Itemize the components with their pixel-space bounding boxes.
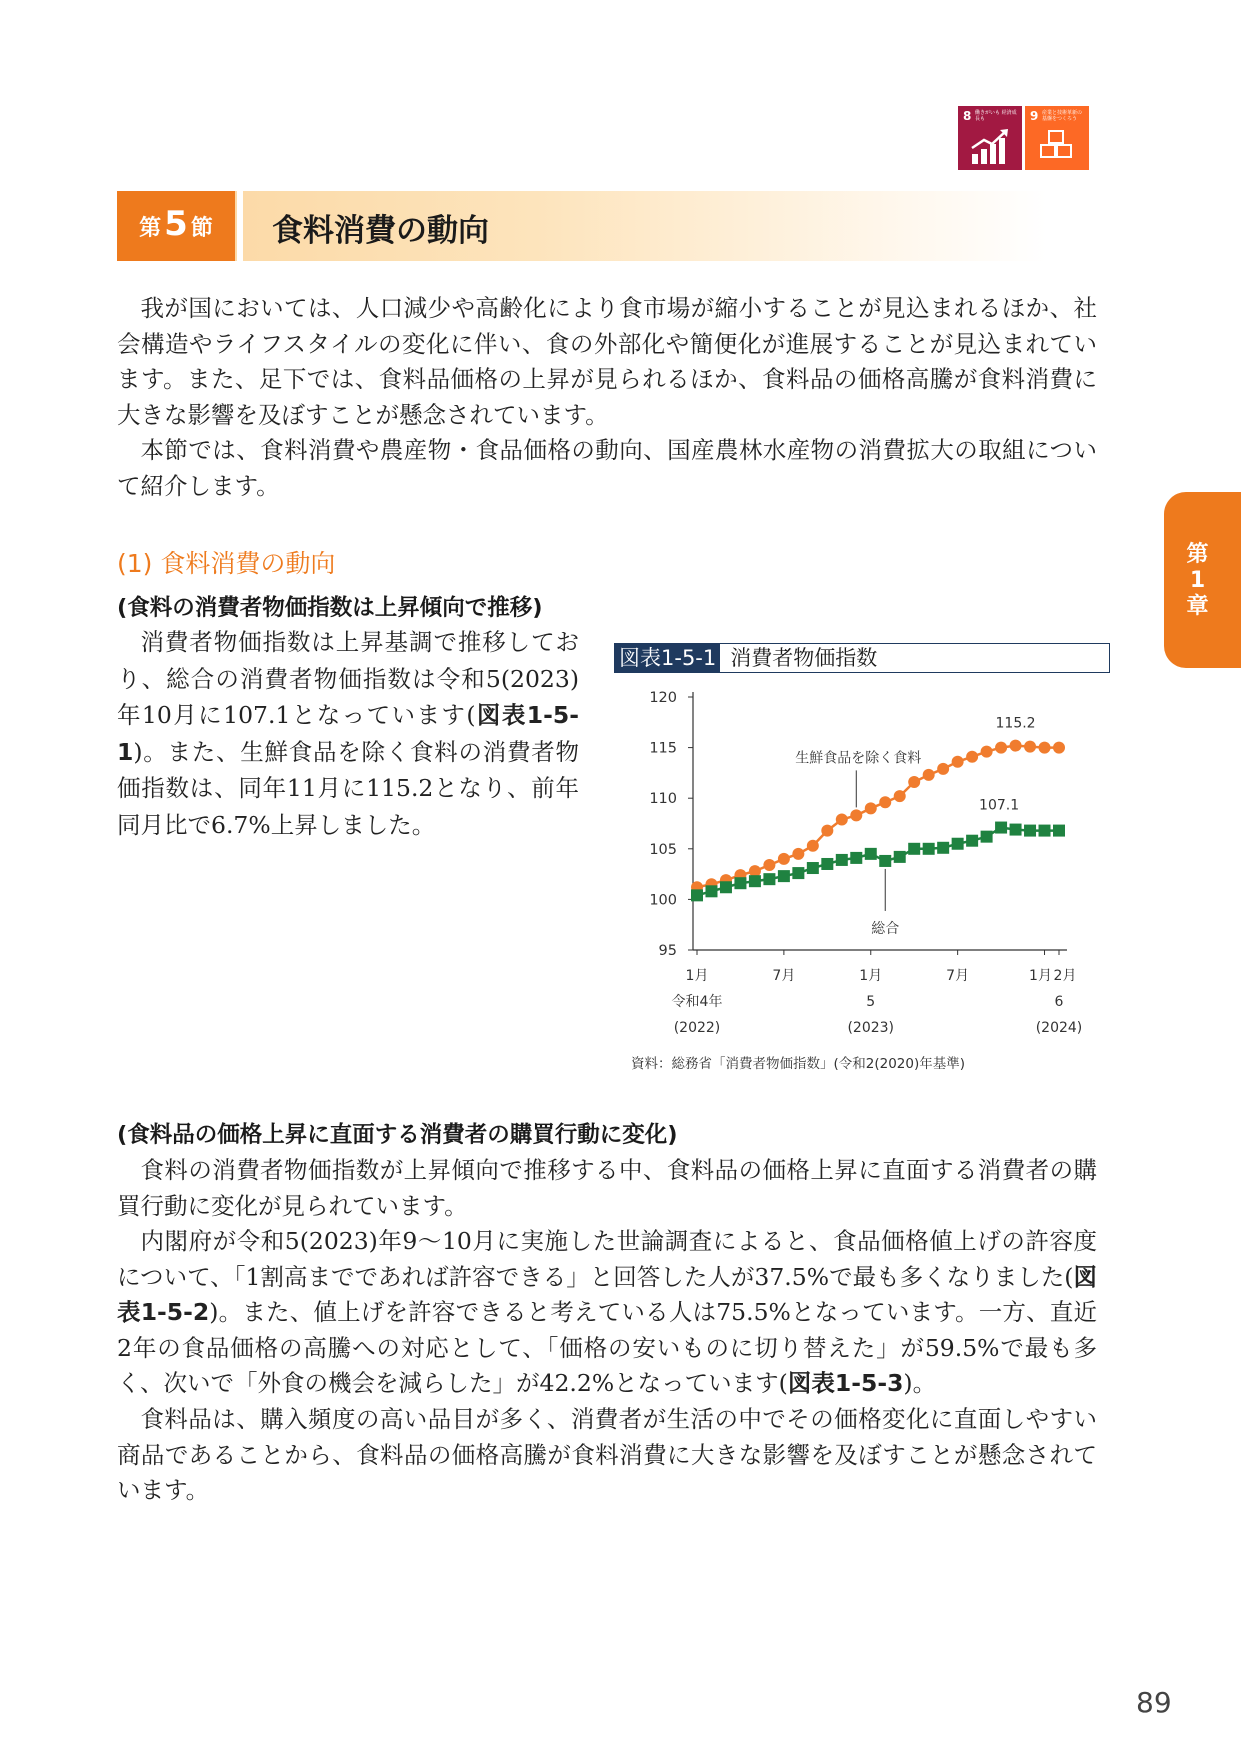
data-point xyxy=(1024,741,1036,753)
figure-number: 図表1-5-1 xyxy=(615,644,720,672)
data-point xyxy=(749,875,761,887)
sdg-label: 産業と技術革新の 基盤をつくろう xyxy=(1042,110,1083,122)
data-point xyxy=(705,885,717,897)
data-point xyxy=(923,769,935,781)
data-point xyxy=(792,867,804,879)
x-tick-label: 令和4年 xyxy=(671,994,723,1010)
intro-paragraph-2: 本節では、食料消費や農産物・食品価格の動向、国産農林水産物の消費拡大の取組について紹介します。 xyxy=(117,436,1097,500)
data-point xyxy=(850,809,862,821)
data-point xyxy=(937,763,949,775)
chapter-tab[interactable] xyxy=(1164,492,1241,668)
cubes-icon xyxy=(1037,128,1077,166)
data-point xyxy=(894,851,906,863)
data-point xyxy=(734,877,746,889)
x-tick-label: 1月 xyxy=(685,968,709,984)
x-tick-label: 1月 xyxy=(1029,968,1052,984)
topic-text: 内閣府が令和5(2023)年9～10月に実施した世論調査によると、食品価格値上げの許容度について、「1割高までであれば許容できる」と回答した人が37.5%で最も多くなりました( xyxy=(117,1227,1097,1291)
x-tick-label: 1月 xyxy=(859,968,883,984)
figure-reference-link[interactable]: 図表1-5-2 xyxy=(117,1262,1097,1326)
value-label: 115.2 xyxy=(995,715,1036,732)
x-tick-label: (2024) xyxy=(1035,1020,1083,1036)
value-label: 107.1 xyxy=(979,797,1020,814)
y-tick-label: 100 xyxy=(649,892,677,909)
data-point xyxy=(923,843,935,855)
topic2-paragraph-1: 食料の消費者物価指数が上昇傾向で推移する中、食料品の価格上昇に直面する消費者の購買行動に変化が見られています。 xyxy=(117,1156,1097,1220)
data-point xyxy=(778,853,790,865)
series-name-label: 生鮮食品を除く食料 xyxy=(795,750,922,767)
data-point xyxy=(865,802,877,814)
topic-text: )。また、値上げを許容できると考えている人は75.5%となっています。一方、直近2年の食品価格の高騰への対応として、「価格の安いものに切り替えた」が59.5%で最も多く、次いで「外食の機会を減らした」が42.2%となっています( xyxy=(117,1298,1097,1397)
data-point xyxy=(937,842,949,854)
topic2-paragraph-2 xyxy=(117,1224,1097,1402)
chapter-tab-line1: 第 xyxy=(1186,542,1209,567)
x-tick-label: 5 xyxy=(866,994,876,1010)
data-point xyxy=(763,873,775,885)
data-point xyxy=(1053,825,1065,837)
data-point xyxy=(995,822,1007,834)
data-point xyxy=(792,848,804,860)
sdg-label: 働きがいも 経済成長も xyxy=(975,110,1017,122)
x-tick-label: (2022) xyxy=(673,1020,721,1036)
series-line xyxy=(697,746,1059,888)
subsection-title: (1) 食料消費の動向 xyxy=(117,549,336,578)
topic-text: )。また、生鮮食品を除く食料の消費者物価指数は、同年11月に115.2となり、前年同月比で6.7%上昇しました。 xyxy=(117,737,579,839)
figure-reference-link[interactable]: 図表1-5-3 xyxy=(787,1369,904,1397)
section-number: 5 xyxy=(164,204,188,244)
data-point xyxy=(908,843,920,855)
section-prefix: 第 xyxy=(139,216,162,241)
section-divider xyxy=(237,191,243,261)
data-point xyxy=(1053,742,1065,754)
data-point xyxy=(879,855,891,867)
data-point xyxy=(879,796,891,808)
section-title: 食料消費の動向 xyxy=(272,213,489,249)
topic-text: 消費者物価指数は上昇基調で推移しており、総合の消費者物価指数は令和5(2023)年10月に107.1となっています( xyxy=(117,628,579,729)
cpi-line-chart xyxy=(610,680,1090,1050)
topic2-paragraph-3: 食料品は、購入頻度の高い品目が多く、消費者が生活の中でその価格変化に直面しやすい商品であることから、食料品の価格高騰が食料消費に大きな影響を及ぼすことが懸念されています。 xyxy=(117,1405,1097,1504)
data-point xyxy=(952,838,964,850)
sdg-number: 9 xyxy=(1030,109,1039,123)
data-point xyxy=(908,776,920,788)
data-point xyxy=(981,831,993,843)
data-point xyxy=(720,881,732,893)
sdg-8-icon xyxy=(958,106,1022,170)
topic-heading-2: (食料品の価格上昇に直面する消費者の購買行動に変化) xyxy=(117,1122,678,1148)
x-tick-label: 7月 xyxy=(772,968,796,984)
section-suffix: 節 xyxy=(190,216,213,241)
topic-heading-1: (食料の消費者物価指数は上昇傾向で推移) xyxy=(117,595,543,621)
chapter-tab-line3: 章 xyxy=(1186,594,1209,619)
data-point xyxy=(966,751,978,763)
data-point xyxy=(995,742,1007,754)
section-number-badge xyxy=(117,191,235,261)
data-point xyxy=(807,862,819,874)
data-point xyxy=(1024,825,1036,837)
data-point xyxy=(763,859,775,871)
sdg-number: 8 xyxy=(963,109,972,123)
data-point xyxy=(691,889,703,901)
data-point xyxy=(821,858,833,870)
data-point xyxy=(850,852,862,864)
data-point xyxy=(1010,824,1022,836)
y-tick-label: 95 xyxy=(658,943,677,959)
data-point xyxy=(865,848,877,860)
topic-paragraph-1 xyxy=(117,624,579,843)
page-number: 89 xyxy=(1136,1686,1172,1719)
data-point xyxy=(952,756,964,768)
data-point xyxy=(1010,740,1022,752)
y-tick-label: 120 xyxy=(649,690,677,706)
x-tick-label: (2023) xyxy=(847,1020,895,1036)
sdg-9-icon xyxy=(1025,106,1089,170)
intro-paragraph-1: 我が国においては、人口減少や高齢化により食市場が縮小することが見込まれるほか、社会構造やライフスタイルの変化に伴い、食の外部化や簡便化が進展することが見込まれています。また、足下では、食料品価格の上昇が見られるほか、食料品の価格高騰が食料消費に大きな影響を及ぼすことが懸念されています。 xyxy=(117,294,1097,429)
topic-text: )。 xyxy=(903,1369,937,1397)
data-point xyxy=(821,825,833,837)
x-tick-label: 2月 xyxy=(1053,968,1077,984)
series-name-label: 総合 xyxy=(871,920,900,937)
figure-source: 資料：総務省「消費者物価指数」(令和2(2020)年基準) xyxy=(631,1056,966,1072)
data-point xyxy=(836,813,848,825)
data-point xyxy=(807,840,819,852)
figure-label xyxy=(614,643,1110,673)
y-tick-label: 110 xyxy=(649,791,677,808)
x-tick-label: 6 xyxy=(1054,994,1064,1010)
data-point xyxy=(1039,825,1051,837)
x-tick-label: 7月 xyxy=(946,968,970,984)
data-point xyxy=(836,854,848,866)
data-point xyxy=(778,870,790,882)
growth-chart-icon xyxy=(970,128,1010,166)
data-point xyxy=(1039,742,1051,754)
y-tick-label: 105 xyxy=(649,841,677,858)
figure-title: 消費者物価指数 xyxy=(730,646,878,670)
figure-reference-link[interactable]: 図表1-5-1 xyxy=(117,701,579,766)
data-point xyxy=(981,746,993,758)
section-header-band xyxy=(117,191,1047,261)
chapter-tab-line2: 1 xyxy=(1189,568,1206,593)
y-tick-label: 115 xyxy=(649,740,677,757)
data-point xyxy=(894,790,906,802)
data-point xyxy=(966,835,978,847)
